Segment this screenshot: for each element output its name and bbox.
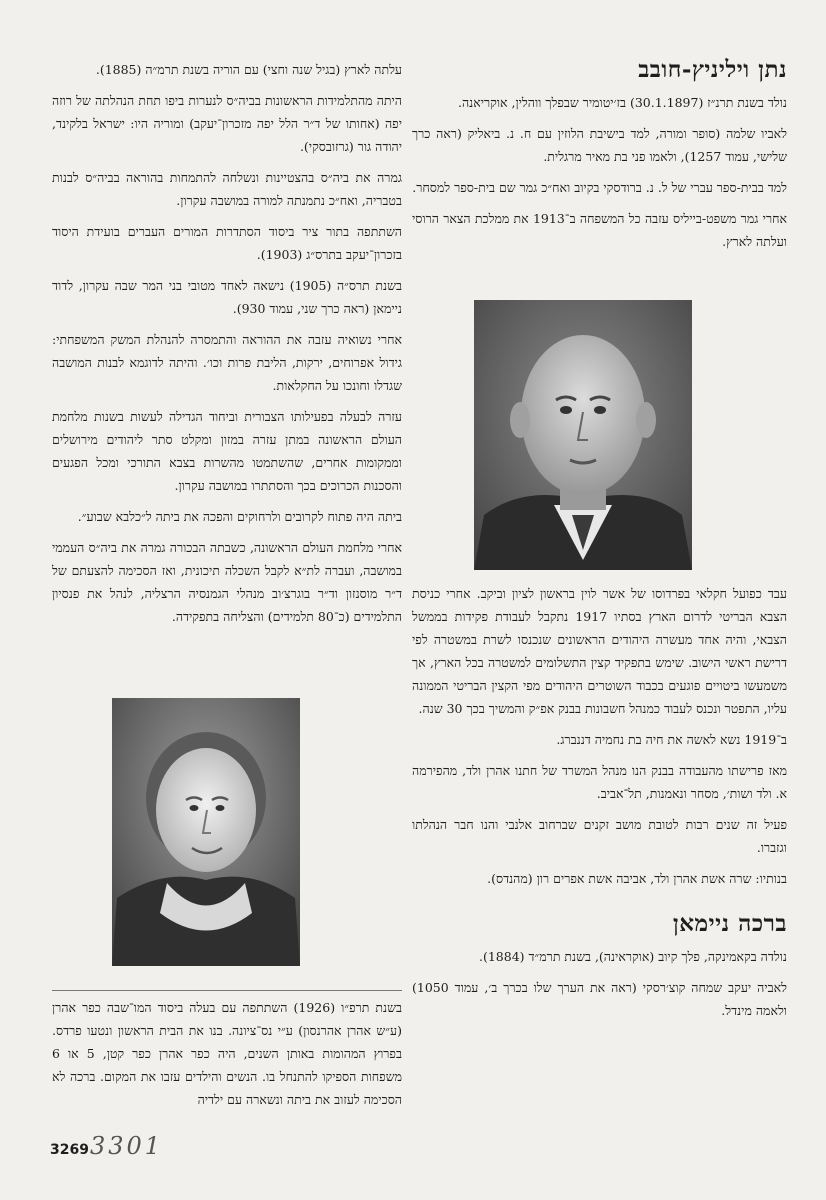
page-number: 3269 bbox=[50, 1142, 89, 1158]
paragraph: בנותיו: שרה אשת אהרן ולד, אביבה אשת אפרים רון (מהנדס). bbox=[487, 871, 787, 886]
right-column-bottom bbox=[412, 582, 787, 1030]
paragraph: עלתה לארץ (בגיל שנה וחצי) עם הוריה בשנת תרמ״ה (1885). bbox=[95, 62, 402, 77]
paragraph: אחרי גמר משפט-בייליס עזבה כל המשפחה ב־1913 את ממלכת הצאר הרוסי ועלתה לארץ. bbox=[412, 211, 788, 249]
paragraph: נולדה בקאמינקה, פלך קיוב (אוקראינה), בשנת תרמ״ד (1884). bbox=[478, 949, 787, 964]
left-column-bottom bbox=[52, 990, 402, 1119]
paragraph: פעיל זה שנים רבות לטובת מושב זקנים שברחוב אלנבי והנו חבר הנהלתו וגזברו. bbox=[412, 817, 787, 855]
paragraph: אחרי נשואיה עזבה את ההוראה והתמסרה להנהלת המשק המשפחתי: גידול אפרוחים, ירקות, הליבת פרות וכו׳. והיתה לדוגמא לבנות המושבה שגדלו וחונכו על החקלאות. bbox=[52, 332, 402, 393]
portrait-photo-woman bbox=[112, 698, 300, 966]
paragraph: לאביו שלמה (סופר ומורה, למד בישיבת הלוזין עם ח. נ. ביאליק (ראה כרך שלישי, עמוד 1257), ולאמו פני בת מאיר מרגלית. bbox=[412, 126, 787, 164]
paragraph: לאביה יעקב שמחה קוצ׳רסקי (ראה את הערך שלו בכרך ב׳, עמוד 1050) ולאמה מינדל. bbox=[412, 980, 787, 1018]
paragraph: גמרה את ביה״ס בהצטיינות ונשלחה להתמחות בהוראה בביה״ס לבנות בטבריה, ואח״כ נתמנתה למורה במושבה עקרון. bbox=[52, 170, 402, 208]
paragraph: נולד בשנת תרנ״ז (30.1.1897) בז׳יטומיר שבפלך ווהלין, אוקריאנה. bbox=[457, 95, 787, 110]
paragraph: השתתפה בתור ציר ביסוד הסתדרות המורים העברים בועידת היסוד בזכרון־יעקב בתרס״ג (1903). bbox=[52, 224, 402, 262]
paragraph: ביתה היה פתוח לקרובים ולרחוקים והפכה את ביתה ל״כלבא שבוע״. bbox=[77, 509, 402, 524]
left-column-top bbox=[52, 58, 402, 636]
right-column-top bbox=[412, 58, 787, 261]
paragraph: מאז פרישתו מהעבודה בבנק הנו מנהל המשרד של חתנו אהרן ולד, מהפירמה א. ולד ושות׳, מסחר ונאמנות, תל־אביב. bbox=[412, 763, 787, 801]
paragraph: ב־1919 נשא לאשה את חיה בת נחמיה דננברג. bbox=[556, 732, 787, 747]
paragraph: עבד כפועל חקלאי בפרדוסו של אשר לוין בראשון לציון וביקב. אחרי כניסת הצבא הבריטי לדרום הארץ בסתיו 1917 נתקבל לעבודת פקידות בממשל הצבאי, והיה אחד מעשרה היהודים הראשונים שנכנסו לשרת במשטרה לפי דרישת ראשי הישוב. שימש בתפקיד קצין התשלומים למשטרה בכל הארץ, אך משמעשו ביטויים פוגעים בכבוד השוטרים היהודים מפי הקצין הבריטי הממונה עליו, התפטר ונכנס לעבוד כמנהל חשבונות בבנק אפ״ק והמשיך בכך 30 שנה. bbox=[412, 586, 788, 716]
paragraph: בשנת תרפ״ו (1926) השתתפה עם בעלה ביסוד המו־שבה כפר אהרן (ע״ש אהרן אהרנסון) ע״י נס־ציונה. בנו את הבית הראשון ונטעו פרדס. בפרוץ המהומות באותן השנים, היה כפר אהרן כפר קטן, 5 או 6 משפחות הספיקו להתנחל בו. הנשים והילדים עזבו את המקום. ברכה לא הסכימה לעזוב את ביתה ונשארה עם ילדיה bbox=[52, 990, 402, 1111]
handwritten-page-number: 3301 bbox=[90, 1132, 164, 1160]
paragraph: בשנת תרס״ה (1905) נישאה לאחד מטובי בני המר שבה עקרון, לדוד ניימאן (ראה כרך שני, עמוד 930). bbox=[52, 278, 402, 316]
portrait-photo-man bbox=[474, 300, 692, 570]
paragraph: אחרי מלחמת העולם הראשונה, כשבתה הבכורה גמרה את ביה״ס העממי במושבה, ועברה לת״א לקבל השכלה תיכונית, ואז הסכימה להצעתם של ד״ר מוסנזון וד״ר בוגרצ׳וב מנהלי הגמנסיה הרצליה, לנהל את פנסיון התלמידים (כ־80 תלמידים) והצליחה בתפקידה. bbox=[52, 540, 402, 624]
paragraph: היתה מהתלמידות הראשונות בביה״ס לנערות ביפו תחת הנהלתה של רוזה יפה (אחותו של ד״ר הלל יפה מזכרון־יעקב) ומוריה היו: ישראל בלקינד, יהודה גור (גרזובסקי). bbox=[52, 93, 402, 154]
paragraph: עזרה לבעלה בפעילותו הצבורית וביחוד הגדילה לעשות בשנות מלחמת העולם הראשונה במתן עזרה במזון ומקלט סתר ליהודים מירושלים וממקומות אחרים, שהשתמטו מהשרות בצבא התורכי ומכל הפגעים והסכנות הכרוכים בכך והסתתרו במושבה עקרון. bbox=[52, 409, 402, 493]
article-heading: נתן ויליניץ-חובב bbox=[638, 56, 787, 83]
paragraph: למד בבית-ספר עברי של ל. נ. ברודסקי בקיוב ואח״כ גמר שם בית-ספר למסחר. bbox=[412, 180, 787, 195]
article-heading: ברכה ניימאן bbox=[672, 910, 787, 937]
